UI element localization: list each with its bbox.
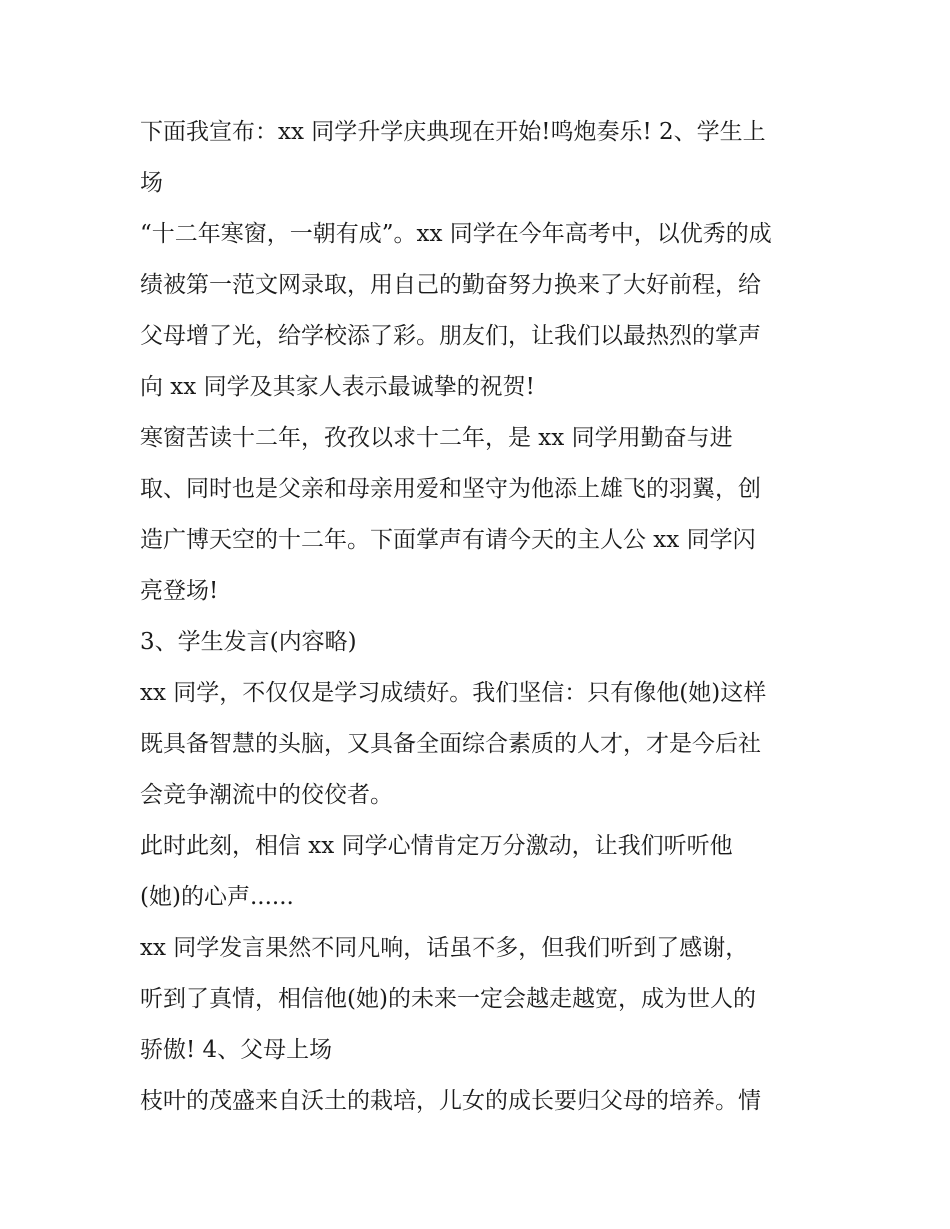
text-line: 骄傲! 4、父母上场 bbox=[140, 1037, 333, 1063]
text-line: 绩被第一范文网录取，用自己的勤奋努力换来了大好前程，给 bbox=[140, 272, 761, 298]
text-line: xx 同学发言果然不同凡响，话虽不多，但我们听到了感谢， bbox=[140, 935, 749, 961]
text-line: 造广博天空的十二年。下面掌声有请今天的主人公 xx 同学闪 bbox=[140, 527, 756, 553]
text-line: “十二年寒窗，一朝有成”。xx 同学在今年高考中，以优秀的成 bbox=[140, 221, 772, 247]
text-line: 取、同时也是父亲和母亲用爱和坚守为他添上雄飞的羽翼，创 bbox=[140, 476, 761, 502]
text-line: 下面我宣布：xx 同学升学庆典现在开始!鸣炮奏乐! 2、学生上 bbox=[140, 119, 766, 145]
document-body bbox=[140, 107, 830, 1127]
section-heading: 3、学生发言(内容略) bbox=[140, 629, 357, 655]
text-line: 会竞争潮流中的佼佼者。 bbox=[140, 782, 393, 808]
text-line: 既具备智慧的头脑，又具备全面综合素质的人才，才是今后社 bbox=[140, 731, 761, 757]
text-line: 此时此刻，相信 xx 同学心情肯定万分激动，让我们听听他 bbox=[140, 833, 733, 859]
text-line: 向 xx 同学及其家人表示最诚挚的祝贺! bbox=[140, 374, 535, 400]
text-line: (她)的心声...... bbox=[140, 884, 294, 910]
text-line: 父母增了光，给学校添了彩。朋友们，让我们以最热烈的掌声 bbox=[140, 323, 761, 349]
text-line: 亮登场! bbox=[140, 578, 219, 604]
text-line: 听到了真情，相信他(她)的未来一定会越走越宽，成为世人的 bbox=[140, 986, 756, 1012]
text-line: 枝叶的茂盛来自沃土的栽培，儿女的成长要归父母的培养。情 bbox=[140, 1088, 761, 1114]
text-line: 寒窗苦读十二年，孜孜以求十二年，是 xx 同学用勤奋与进 bbox=[140, 425, 733, 451]
text-line: 场 bbox=[140, 170, 163, 196]
text-line: xx 同学，不仅仅是学习成绩好。我们坚信：只有像他(她)这样 bbox=[140, 680, 767, 706]
